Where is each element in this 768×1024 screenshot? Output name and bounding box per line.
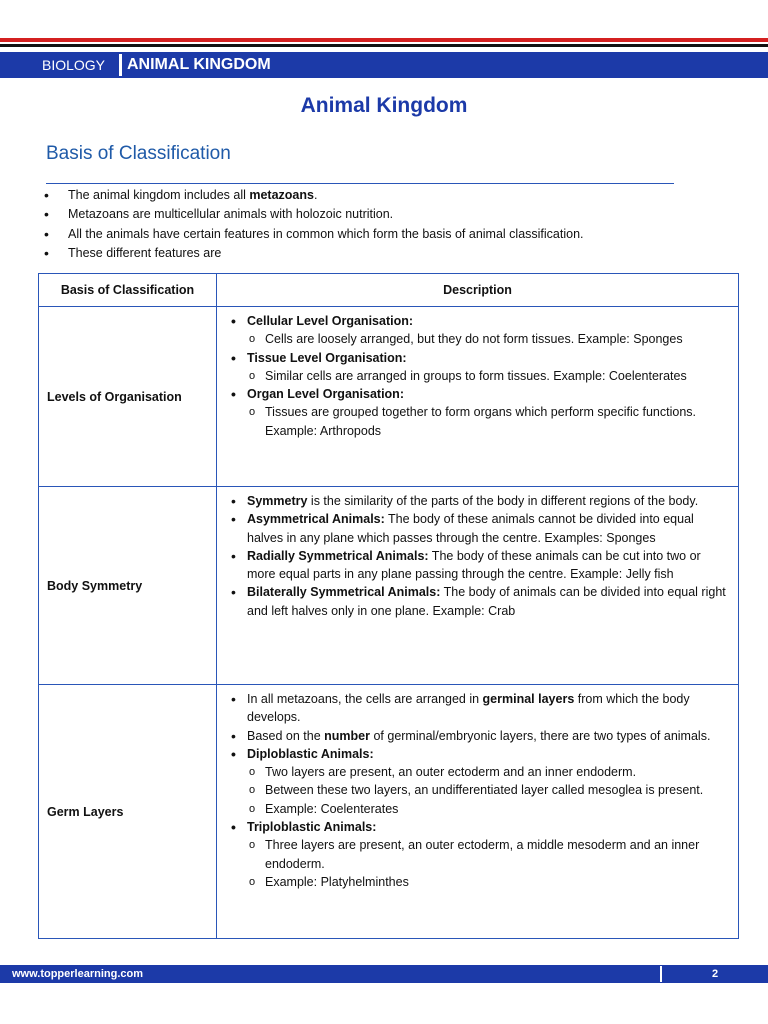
sub-bullet-line: o Tissues are grouped together to form organs which perform specific functions. Example: Arthropods (225, 403, 730, 440)
basis-cell: Germ Layers (39, 685, 217, 939)
page-title: Animal Kingdom (300, 94, 468, 117)
bullet-line: • Organ Level Organisation: (225, 385, 730, 403)
sub-bullet-line: o Example: Platyhelminthes (225, 873, 730, 891)
header-red-rule (0, 38, 768, 42)
footer-bar (0, 965, 768, 983)
description-cell (217, 685, 739, 939)
table-header-row (39, 274, 739, 307)
sub-bullet-line: o Three layers are present, an outer ectoderm, a middle mesoderm and an inner endoderm. (225, 836, 730, 873)
description-cell (217, 307, 739, 487)
table-row (39, 487, 739, 685)
header-chapter: ANIMAL KINGDOM (127, 56, 271, 73)
intro-item: • These different features are (42, 244, 732, 263)
bullet-line: • Diploblastic Animals: (225, 745, 730, 763)
sub-bullet-line: o Example: Coelenterates (225, 800, 730, 818)
footer-separator (660, 966, 662, 982)
header-black-rule (0, 44, 768, 47)
sub-bullet-line: o Two layers are present, an outer ectoderm and an inner endoderm. (225, 763, 730, 781)
section-heading: Basis of Classification (46, 143, 231, 164)
intro-item: • The animal kingdom includes all metazoans. (42, 186, 732, 205)
header-description: Description (217, 274, 739, 307)
footer-url: www.topperlearning.com (12, 968, 143, 980)
intro-item: • Metazoans are multicellular animals with holozoic nutrition. (42, 205, 732, 224)
table-row (39, 685, 739, 939)
bullet-line: • In all metazoans, the cells are arranged in germinal layers from which the body develops. (225, 690, 730, 727)
basis-cell: Levels of Organisation (39, 307, 217, 487)
bullet-line: • Symmetry is the similarity of the parts of the body in different regions of the body. (225, 492, 730, 510)
bullet-line: • Radially Symmetrical Animals: The body of these animals can be cut into two or more equal parts in any plane passing through the centre. Example: Jelly fish (225, 547, 730, 584)
classification-table (38, 273, 739, 939)
sub-bullet-line: o Similar cells are arranged in groups to form tissues. Example: Coelenterates (225, 367, 730, 385)
page-number: 2 (712, 968, 719, 980)
bullet-line: • Tissue Level Organisation: (225, 349, 730, 367)
header-bar (0, 52, 768, 78)
description-cell (217, 487, 739, 685)
sub-bullet-line: o Between these two layers, an undifferentiated layer called mesoglea is present. (225, 781, 730, 799)
sub-bullet-line: o Cells are loosely arranged, but they do not form tissues. Example: Sponges (225, 330, 730, 348)
intro-list (42, 186, 732, 263)
header-basis: Basis of Classification (39, 274, 217, 307)
basis-cell: Body Symmetry (39, 487, 217, 685)
bullet-line: • Triploblastic Animals: (225, 818, 730, 836)
header-separator (119, 54, 122, 76)
bullet-line: • Bilaterally Symmetrical Animals: The body of animals can be divided into equal right and left halves only in one plane. Example: Crab (225, 583, 730, 620)
intro-item: • All the animals have certain features in common which form the basis of animal classification. (42, 225, 732, 244)
bullet-line: • Based on the number of germinal/embryonic layers, there are two types of animals. (225, 727, 730, 745)
bullet-line: • Asymmetrical Animals: The body of these animals cannot be divided into equal halves in any plane which passes through the centre. Examples: Sponges (225, 510, 730, 547)
header-subject: BIOLOGY (42, 57, 106, 73)
table-row (39, 307, 739, 487)
bullet-line: • Cellular Level Organisation: (225, 312, 730, 330)
section-underline (46, 183, 674, 184)
